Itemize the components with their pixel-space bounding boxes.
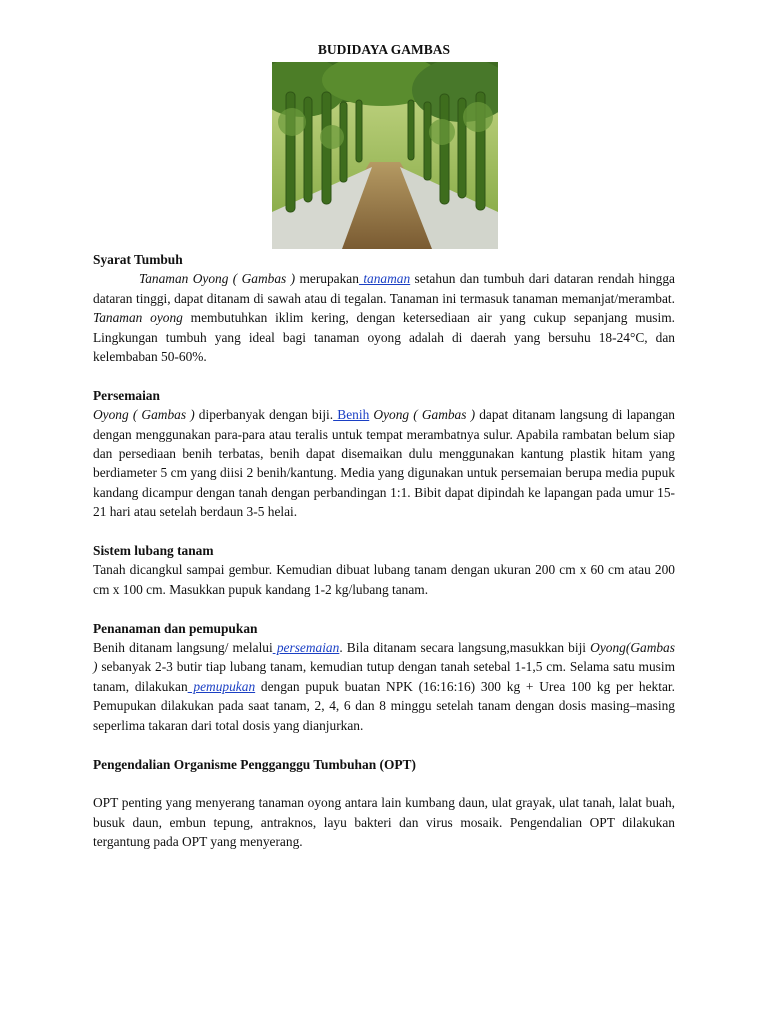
- section-heading: Persemaian: [93, 387, 160, 403]
- paragraph: Tanaman Oyong ( Gambas ) merupakan tanaman setahun dan tumbuh dari dataran rendah hingga dataran tinggi, dapat ditanam di sawah atau di tegalan. Tanaman ini termasuk tanaman memanjat/merambat. Tanaman oyong membutuhkan iklim kering, dengan ketersediaan air yang cukup sepanjang musim. Lingkungan tumbuh yang ideal bagi tanaman oyong adalah di daerah yang bersuhu 18-24°C, dan kelembaban 50-60%.: [93, 271, 676, 365]
- link-tanaman[interactable]: tanaman: [358, 271, 411, 287]
- section-heading: Sistem lubang tanam: [93, 543, 214, 559]
- link-benih[interactable]: Benih: [333, 407, 370, 423]
- link-pemupukan[interactable]: pemupukan: [187, 678, 256, 694]
- document-body: [93, 250, 675, 852]
- document-title: BUDIDAYA GAMBAS: [317, 42, 451, 57]
- link-persemaian[interactable]: persemaian: [272, 640, 340, 656]
- section-heading: Syarat Tumbuh: [93, 252, 183, 267]
- crop-photo: [272, 62, 498, 249]
- section-heading: Pengendalian Organisme Pengganggu Tumbuhan (OPT): [93, 756, 416, 772]
- paragraph: Benih ditanam langsung/ melalui persemaian. Bila ditanam secara langsung,masukkan biji Oyong(Gambas ) sebanyak 2-3 butir tiap lubang tanam, kemudian tutup dengan tanah setebal 1-1,5 cm. Selama satu musim tanam, dilakukan pemupukan dengan pupuk buatan NPK (16:16:16) 300 kg + Urea 100 kg per hektar. Pemupukan dilakukan pada saat tanam, 2, 4, 6 dan 8 minggu setelah tanam dengan dosis masing–masing seperlima takaran dari total dosis yang dianjurkan.: [93, 640, 675, 733]
- paragraph: OPT penting yang menyerang tanaman oyong antara lain kumbang daun, ulat grayak, ulat tanah, lalat buah, busuk daun, embun tepung, antraknos, layu bakteri dan virus mosaik. Pengendalian OPT dilakukan tergantung pada OPT yang menyerang.: [93, 795, 675, 850]
- section-heading: Penanaman dan pemupukan: [93, 620, 258, 636]
- paragraph: Oyong ( Gambas ) diperbanyak dengan biji. Benih Oyong ( Gambas ) dapat ditanam langsung di lapangan dengan menggunakan para-para atau teralis untuk tempat merambatnya sulur. Apabila rambatan belum siap dan persediaan benih terbatas, benih dapat disemaikan dulu menggunakan kantung plastik hitam yang berdiameter 5 cm yang diisi 2 benih/kantung. Media yang digunakan untuk persemaian berupa media pupuk kandang dicampur dengan tanah dengan perbandingan 1:1. Bibit dapat dipindah ke lapangan pada umur 15-21 hari atau setelah berdaun 3-5 helai.: [93, 407, 675, 520]
- paragraph: Tanah dicangkul sampai gembur. Kemudian dibuat lubang tanam dengan ukuran 200 cm x 60 cm atau 200 cm x 100 cm. Masukkan pupuk kandang 1-2 kg/lubang tanam.: [93, 562, 675, 597]
